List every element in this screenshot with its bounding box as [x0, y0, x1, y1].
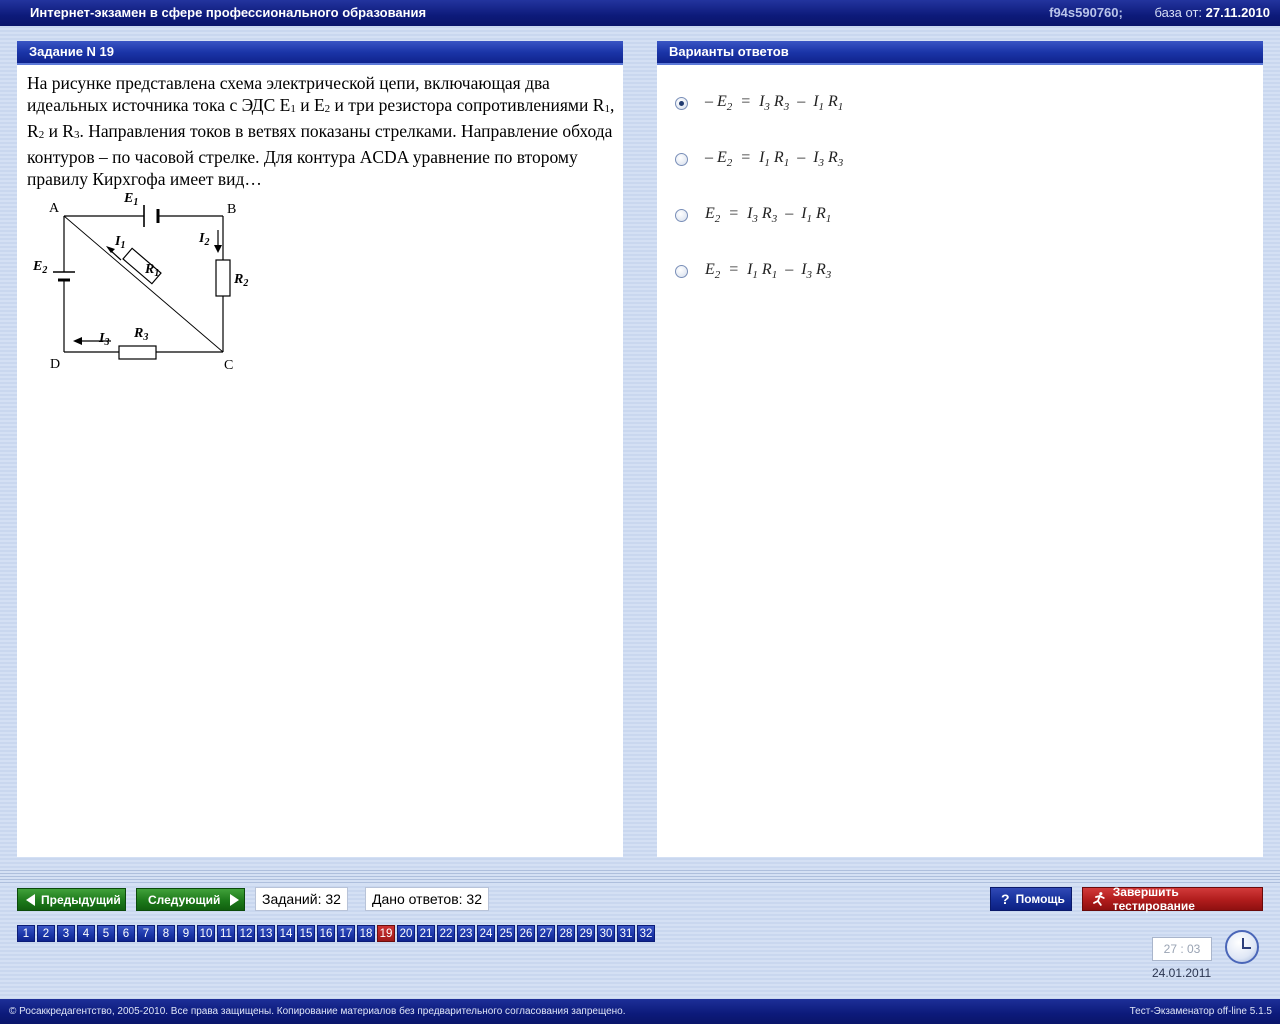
question-number-button[interactable]: 26 [517, 925, 535, 942]
question-number-button[interactable]: 6 [117, 925, 135, 942]
question-number-button[interactable]: 28 [557, 925, 575, 942]
question-number-button[interactable]: 1 [17, 925, 35, 942]
i1-arrowhead [106, 246, 115, 253]
footer [0, 999, 1280, 1024]
question-number-button[interactable]: 14 [277, 925, 295, 942]
r3-resistor [119, 346, 156, 359]
question-number-button[interactable]: 5 [97, 925, 115, 942]
prev-button[interactable] [17, 888, 126, 911]
i1-label: $I_1$ [115, 234, 126, 251]
question-number-button[interactable]: 4 [77, 925, 95, 942]
question-number-button[interactable]: 25 [497, 925, 515, 942]
answer-option[interactable] [675, 259, 831, 283]
r2-label: $R_2$ [234, 272, 249, 289]
node-c-label: C [224, 358, 234, 373]
radio-icon[interactable] [675, 209, 688, 222]
task-panel [17, 41, 623, 857]
header-info [1049, 0, 1270, 26]
prev-button-label: Предыдущий [41, 892, 121, 907]
i2-arrowhead [214, 245, 222, 253]
help-icon: ? [1001, 891, 1010, 907]
answer-option[interactable] [675, 147, 843, 171]
i2-label: $I_2$ [199, 231, 210, 248]
node-b-label: B [227, 202, 237, 217]
question-number-button[interactable]: 22 [437, 925, 455, 942]
base-label: база от: [1154, 5, 1203, 20]
help-button-label: Помощь [1015, 892, 1065, 906]
question-number-button[interactable]: 8 [157, 925, 175, 942]
answer-formula: – $E_2 = I_3$ $R_3 - I_1$ $R_1$ [705, 92, 844, 114]
e2-label: $E_2$ [33, 259, 48, 276]
question-number-button[interactable]: 27 [537, 925, 555, 942]
task-heading: Задание N 19 [17, 41, 623, 65]
answer-formula: $E_2 = I_3$ $R_3 - I_1$ $R_1$ [705, 204, 832, 226]
question-number-button[interactable]: 9 [177, 925, 195, 942]
question-text: На рисунке представлена схема электрической цепи, включающая два идеальных источника тока с ЭДС $E_1$ и $E_2$ и три резистора сопротивлениями $R_1$, $R_2$ и $R_3$. Направления токов в ветвях показаны стрелками. Направление обхода контуров – по часовой стрелке. Для контура ACDA уравнение по второму правилу Кирхгофа имеет вид… [27, 73, 615, 189]
question-number-button[interactable]: 29 [577, 925, 595, 942]
i3-arrowhead [73, 337, 82, 345]
e1-label: $E_1$ [124, 191, 139, 208]
answers-panel [657, 41, 1263, 857]
answer-formula: – $E_2 = I_1$ $R_1 - I_3$ $R_3$ [705, 148, 844, 170]
node-d-label: D [50, 357, 61, 372]
question-number-button[interactable]: 32 [637, 925, 655, 942]
tasks-count: Заданий: 32 [255, 887, 348, 911]
help-button[interactable] [990, 887, 1072, 911]
question-number-button[interactable]: 23 [457, 925, 475, 942]
arrow-right-icon [230, 894, 239, 906]
title-bar [0, 0, 1280, 26]
radio-icon[interactable] [675, 97, 688, 110]
r1-label: $R_1$ [145, 262, 160, 279]
question-number-button[interactable]: 16 [317, 925, 335, 942]
node-a-label: A [49, 201, 60, 216]
question-number-button[interactable]: 15 [297, 925, 315, 942]
arrow-left-icon [26, 894, 35, 906]
r3-label: $R_3$ [134, 326, 149, 343]
next-button[interactable] [136, 888, 245, 911]
question-number-button[interactable]: 21 [417, 925, 435, 942]
question-number-button[interactable]: 19 [377, 925, 395, 942]
question-number-button[interactable]: 2 [37, 925, 55, 942]
answer-option[interactable] [675, 91, 843, 115]
answer-formula: $E_2 = I_1$ $R_1 - I_3$ $R_3$ [705, 260, 832, 282]
question-number-button[interactable]: 12 [237, 925, 255, 942]
answer-option[interactable] [675, 203, 831, 227]
question-number-button[interactable]: 17 [337, 925, 355, 942]
question-number-button[interactable]: 13 [257, 925, 275, 942]
question-number-button[interactable]: 24 [477, 925, 495, 942]
session-code: f94s590760; [1049, 5, 1123, 20]
i3-label: $I_3$ [99, 331, 110, 348]
clock-icon [1225, 930, 1259, 964]
version: Тест-Экзаменатор off-line 5.1.5 [1129, 1006, 1272, 1017]
question-number-button[interactable]: 11 [217, 925, 235, 942]
question-number-bar [17, 925, 657, 942]
answers-count: Дано ответов: 32 [365, 887, 489, 911]
base-date: 27.11.2010 [1205, 5, 1270, 20]
radio-icon[interactable] [675, 153, 688, 166]
question-number-button[interactable]: 10 [197, 925, 215, 942]
exit-runner-icon [1091, 891, 1107, 907]
question-number-button[interactable]: 7 [137, 925, 155, 942]
timer-display: 27 : 03 [1152, 937, 1212, 961]
finish-button[interactable] [1082, 887, 1263, 911]
copyright: © Росаккредагентство, 2005-2010. Все права защищены. Копирование материалов без предварительного согласования запрещено. [9, 1006, 626, 1017]
r2-resistor [216, 260, 230, 296]
circuit-diagram [31, 185, 281, 375]
app-title: Интернет-экзамен в сфере профессионального образования [30, 5, 427, 20]
question-number-button[interactable]: 20 [397, 925, 415, 942]
question-number-button[interactable]: 31 [617, 925, 635, 942]
separator [0, 870, 1280, 884]
question-number-button[interactable]: 3 [57, 925, 75, 942]
finish-button-label: Завершить тестирование [1112, 885, 1195, 913]
question-number-button[interactable]: 30 [597, 925, 615, 942]
answers-heading: Варианты ответов [657, 41, 1263, 65]
next-button-label: Следующий [148, 892, 221, 907]
current-date: 24.01.2011 [1152, 966, 1212, 980]
question-number-button[interactable]: 18 [357, 925, 375, 942]
radio-icon[interactable] [675, 265, 688, 278]
